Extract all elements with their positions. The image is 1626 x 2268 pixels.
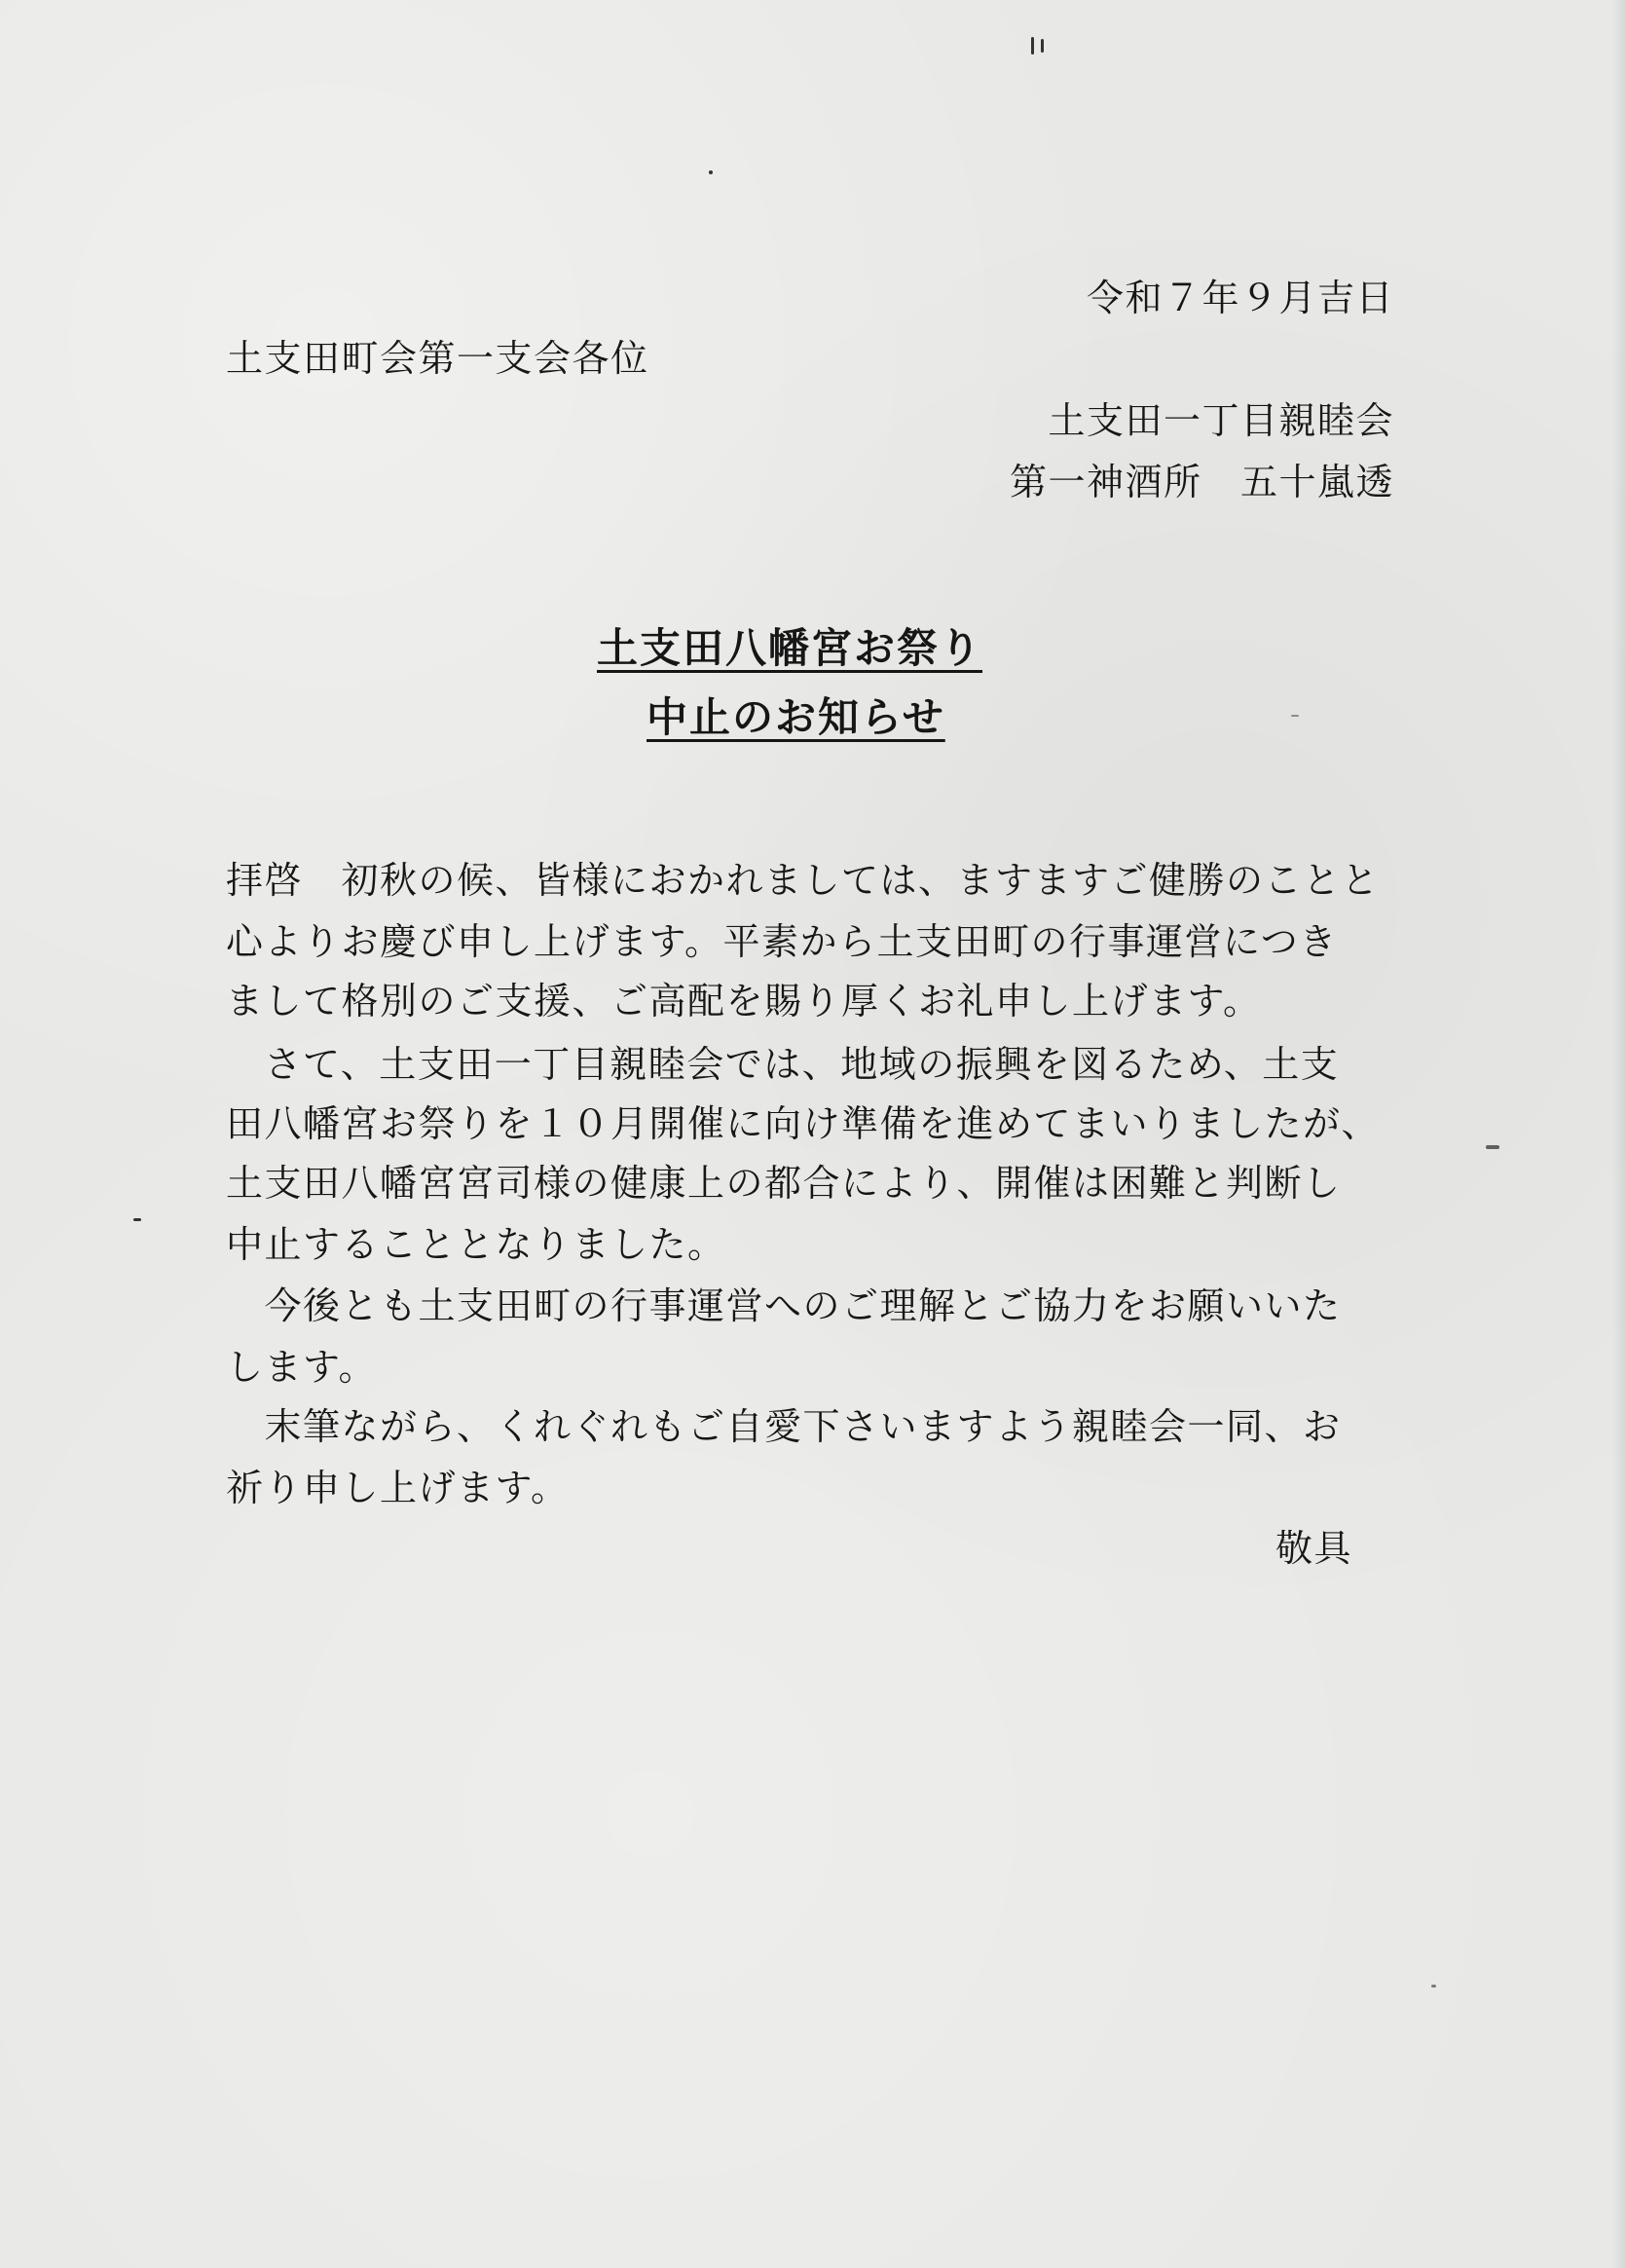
- scan-speck: [1031, 37, 1034, 55]
- body-line-3: まして格別のご支援、ご高配を賜り厚くお礼申し上げます。: [226, 980, 1262, 1022]
- scan-speck: [1431, 1985, 1436, 1988]
- scan-speck: [133, 1218, 141, 1221]
- letter-recipient: 土支田町会第一支会各位: [226, 337, 649, 380]
- body-line-8: 今後とも土支田町の行事運営へのご理解とご協力をお願いいた: [226, 1284, 1342, 1327]
- scan-speck: [1041, 39, 1044, 53]
- body-line-11: 祈り申し上げます。: [226, 1467, 570, 1509]
- scan-speck: [1486, 1145, 1499, 1149]
- body-line-2: 心よりお慶び申し上げます。平素から土支田町の行事運営につき: [226, 920, 1338, 963]
- sender-organization: 土支田一丁目親睦会: [1048, 399, 1394, 442]
- body-line-7: 中止することとなりました。: [226, 1223, 726, 1266]
- scan-speck: [709, 170, 713, 174]
- scan-edge-shadow: [1612, 0, 1626, 2268]
- body-line-10: 末筆ながら、くれぐれもご自愛下さいますよう親睦会一同、お: [226, 1405, 1342, 1448]
- body-line-4: さて、土支田一丁目親睦会では、地域の振興を図るため、土支: [226, 1043, 1340, 1086]
- notice-title-line-2: 中止のお知らせ: [647, 693, 945, 741]
- letter-date: 令和７年９月吉日: [1086, 277, 1394, 319]
- body-line-6: 土支田八幡宮宮司様の健康上の都合により、開催は困難と判断し: [226, 1162, 1342, 1205]
- body-line-9: します。: [226, 1346, 377, 1389]
- letter-closing: 敬具: [1275, 1527, 1353, 1570]
- body-line-5: 田八幡宮お祭りを１０月開催に向け準備を進めてまいりましたが、: [226, 1102, 1381, 1145]
- scan-speck: [1291, 715, 1299, 717]
- sender-name: 第一神酒所 五十嵐透: [1009, 461, 1394, 503]
- body-line-1: 拝啓 初秋の候、皆様におかれましては、ますますご健勝のことと: [226, 859, 1381, 902]
- notice-title-line-1: 土支田八幡宮お祭り: [597, 624, 983, 672]
